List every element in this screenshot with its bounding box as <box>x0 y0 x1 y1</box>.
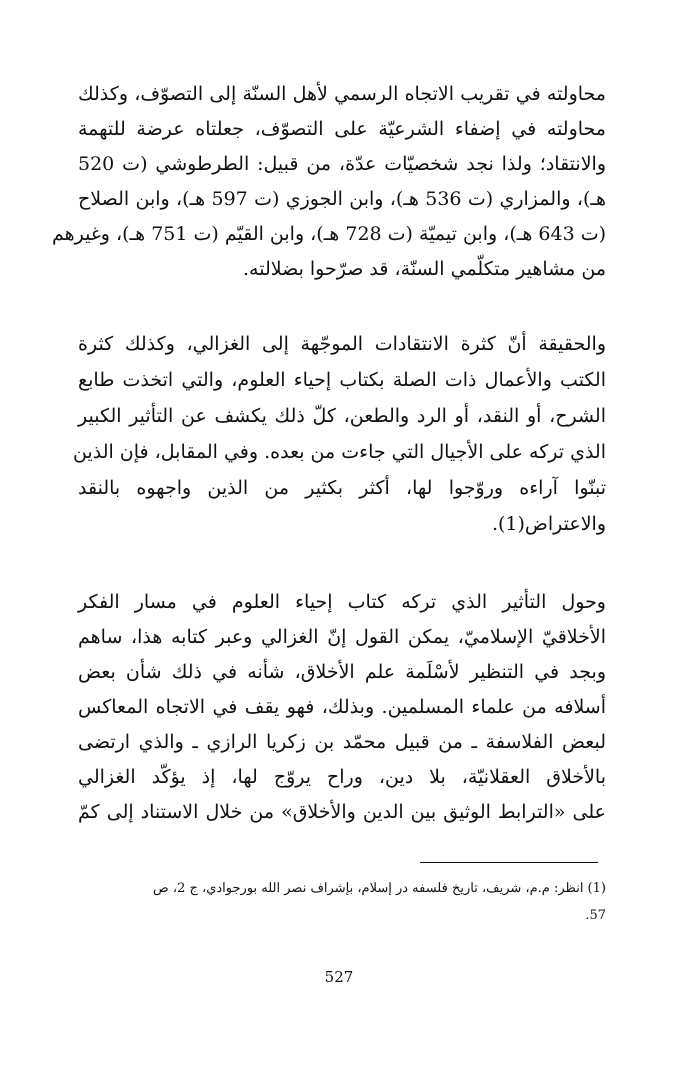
text-line: محاولته في إضفاء الشرعيّة على التصوّف، جعلتاه عرضة للتهمة <box>78 118 606 140</box>
text-line: الذي تركه على الأجيال التي جاءت من بعده. وفي المقابل، فإن الذين <box>72 441 606 463</box>
text-line: والاعتراض(1). <box>491 513 606 535</box>
footnote-divider <box>420 862 598 863</box>
text-line: الشرح، أو النقد، أو الرد والطعن، كلّ ذلك يكشف عن التأثير الكبير <box>78 405 606 427</box>
text-line: هـ)، والمزاري (ت 536 هـ)، وابن الجوزي (ت 597 هـ)، وابن الصلاح <box>78 188 606 210</box>
text-line: الأخلاقيّ الإسلاميّ، يمكن القول إنّ الغزالي وعبر كتابه هذا، ساهم <box>78 626 606 648</box>
text-line: والحقيقة أنّ كثرة الانتقادات الموجّهة إلى الغزالي، وكذلك كثرة <box>78 333 606 355</box>
text-line: والانتقاد؛ ولذا نجد شخصيّات عدّة، من قبيل: الطرطوشي (ت 520 <box>78 153 606 175</box>
page-number: 527 <box>324 968 354 986</box>
text-line: الكتب والأعمال ذات الصلة بكتاب إحياء العلوم، والتي اتخذت طابع <box>78 369 606 391</box>
text-line: وبجد في التنظير لأسْلَمة علم الأخلاق، شأنه في ذلك شأن بعض <box>78 661 606 683</box>
text-line: على «الترابط الوثيق بين الدين والأخلاق» من خلال الاستناد إلى كمّ <box>78 801 606 823</box>
text-line: محاولته في تقريب الاتجاه الرسمي لأهل السنّة إلى التصوّف، وكذلك <box>78 83 606 105</box>
footnote-line: (1) انظر: م.م، شريف، تاريخ فلسفه در إسلام، بإشراف نصر الله بورجوادي، ج 2، ص <box>153 881 606 896</box>
text-line: لبعض الفلاسفة ـ من قبيل محمّد بن زكريا الرازي ـ والذي ارتضى <box>78 731 606 753</box>
text-line: بالأخلاق العقلانيّة، بلا دين، وراح يروّج لها، إذ يؤكّد الغزالي <box>78 766 606 788</box>
text-line: من مشاهير متكلّمي السنّة، قد صرّحوا بضلالته. <box>243 258 606 280</box>
text-line: تبنّوا آراءه وروّجوا لها، أكثر بكثير من الذين واجهوه بالنقد <box>78 477 606 499</box>
text-line: (ت 643 هـ)، وابن تيميّة (ت 728 هـ)، وابن القيّم (ت 751 هـ)، وغيرهم <box>51 223 606 245</box>
text-line: أسلافه من علماء المسلمين. وبذلك، فهو يقف في الاتجاه المعاكس <box>78 696 606 718</box>
text-line: وحول التأثير الذي تركه كتاب إحياء العلوم في مسار الفكر <box>78 591 606 613</box>
footnote-line: 57. <box>585 908 606 923</box>
